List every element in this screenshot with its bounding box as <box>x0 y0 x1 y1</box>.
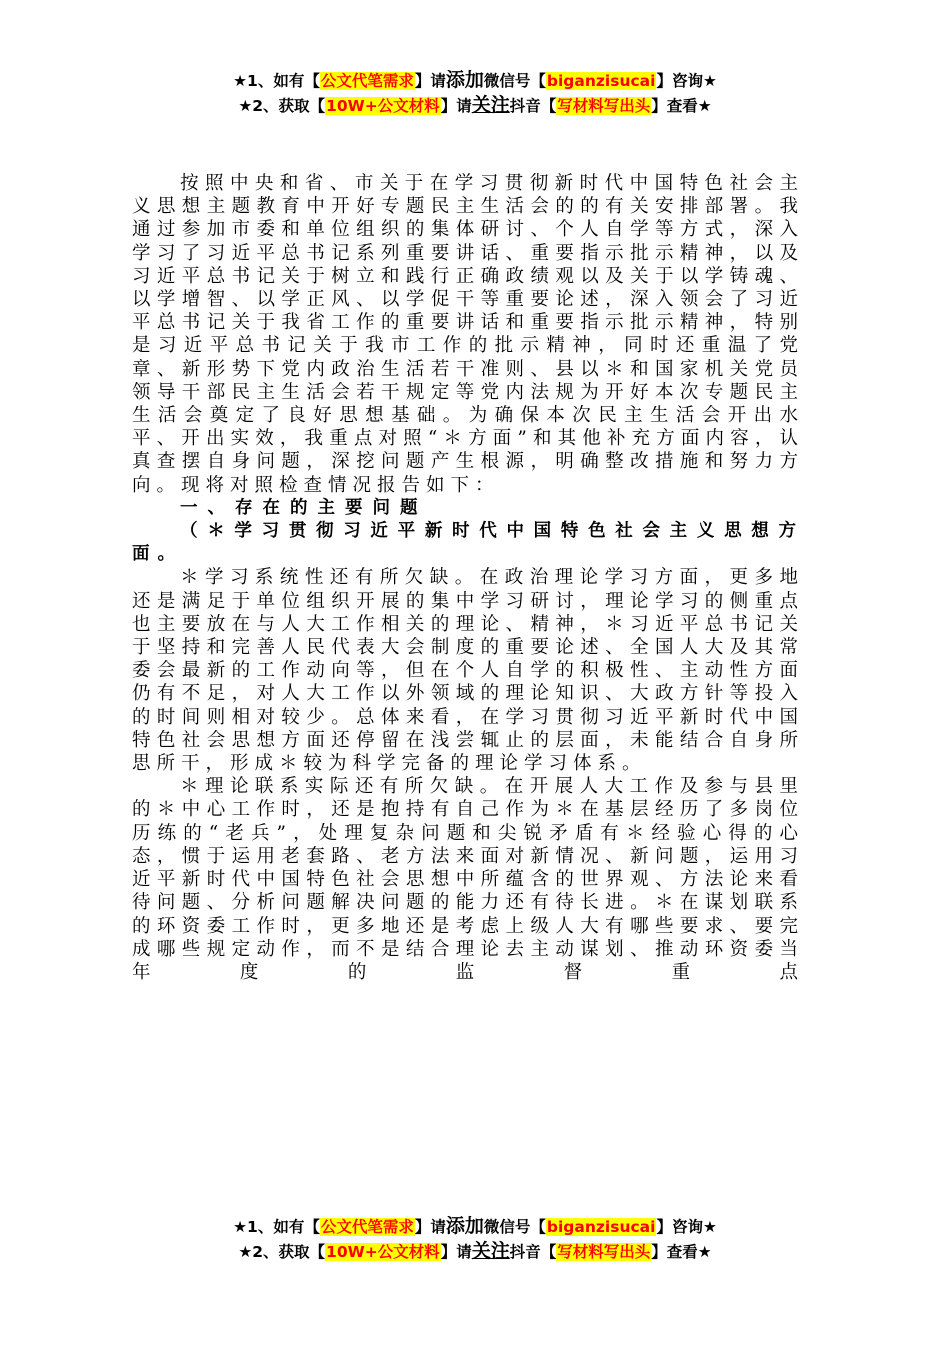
highlight-materials: 10W+公文材料 <box>326 97 440 115</box>
banner-line-1: ★1、如有【公文代笔需求】请添加微信号【biganzisucai】咨询★ <box>233 69 717 91</box>
intro-paragraph: 按照中央和省、市关于在学习贯彻新时代中国特色社会主义思想主题教育中开好专题民主生活会的的有关安排部署。我通过参加市委和单位组织的集体研讨、个人自学等方式，深入学习了习近平总书记系列重要讲话、重要指示批示精神，以及习近平总书记关于树立和践行正确政绩观以及关于以学铸魂、以学增智、以学正风、以学促干等重要论述，深入领会了习近平总书记关于我省工作的重要讲话和重要指示批示精神，特别是习近平总书记关于我市工作的批示精神，同时还重温了党章、新形势下党内政治生活若干准则、县以＊和国家机关党员领导干部民主生活会若干规定等党内法规为开好本次专题民主生活会奠定了良好思想基础。为确保本次民主生活会开出水平、开出实效，我重点对照“＊方面”和其他补充方面内容，认真查摆自身问题，深挖问题产生根源，明确整改措施和努力方向。现将对照检查情况报告如下： <box>132 173 804 496</box>
banner-line-1: ★1、如有【公文代笔需求】请添加微信号【biganzisucai】咨询★ <box>233 1215 717 1237</box>
highlight-ghostwriting: 公文代笔需求 <box>320 72 414 90</box>
bottom-banner <box>0 1214 950 1264</box>
paragraph-theory-practice: ＊理论联系实际还有所欠缺。在开展人大工作及参与县里的＊中心工作时，还是抱持有自己作为＊在基层经历了多岗位历练的“老兵”，处理复杂问题和尖锐矛盾有＊经验心得的心态，惯于运用老套路、老方法来面对新情况、新问题，运用习近平新时代中国特色社会思想中所蕴含的世界观、方法论来看待问题、分析问题解决问题的能力还有待长进。＊在谋划联系的环资委工作时，更多地还是考虑上级人大有哪些要求、要完成哪些规定动作，而不是结合理论去主动谋划、推动环资委当年度的监督重点 <box>132 776 804 983</box>
highlight-douyin: 写材料写出头 <box>557 1243 651 1261</box>
highlight-douyin: 写材料写出头 <box>557 97 651 115</box>
highlight-wechat-id: biganzisucai <box>546 72 656 90</box>
highlight-materials: 10W+公文材料 <box>326 1243 440 1261</box>
subsection-heading: （＊学习贯彻习近平新时代中国特色社会主义思想方面。 <box>132 521 804 565</box>
paragraph-study-system: ＊学习系统性还有所欠缺。在政治理论学习方面，更多地还是满足于单位组织开展的集中学习研讨，理论学习的侧重点也主要放在与人大工作相关的理论、精神，＊习近平总书记关于坚持和完善人民代表大会制度的重要论述、全国人大及其常委会最新的工作动向等，但在个人自学的积极性、主动性方面仍有不足，对人大工作以外领域的理论知识、大政方针等投入的时间则相对较少。总体来看，在学习贯彻习近平新时代中国特色社会思想方面还停留在浅尝辄止的层面，未能结合自身所思所干，形成＊较为科学完备的理论学习体系。 <box>132 567 804 775</box>
banner-line-2: ★2、获取【10W+公文材料】请关注抖音【写材料写出头】查看★ <box>238 94 712 116</box>
section-heading: 一、存在的主要问题 <box>180 497 428 518</box>
highlight-wechat-id: biganzisucai <box>546 1218 656 1236</box>
banner-line-2: ★2、获取【10W+公文材料】请关注抖音【写材料写出头】查看★ <box>238 1240 712 1262</box>
highlight-ghostwriting: 公文代笔需求 <box>320 1218 414 1236</box>
top-banner <box>0 68 950 118</box>
document-body <box>132 172 804 984</box>
